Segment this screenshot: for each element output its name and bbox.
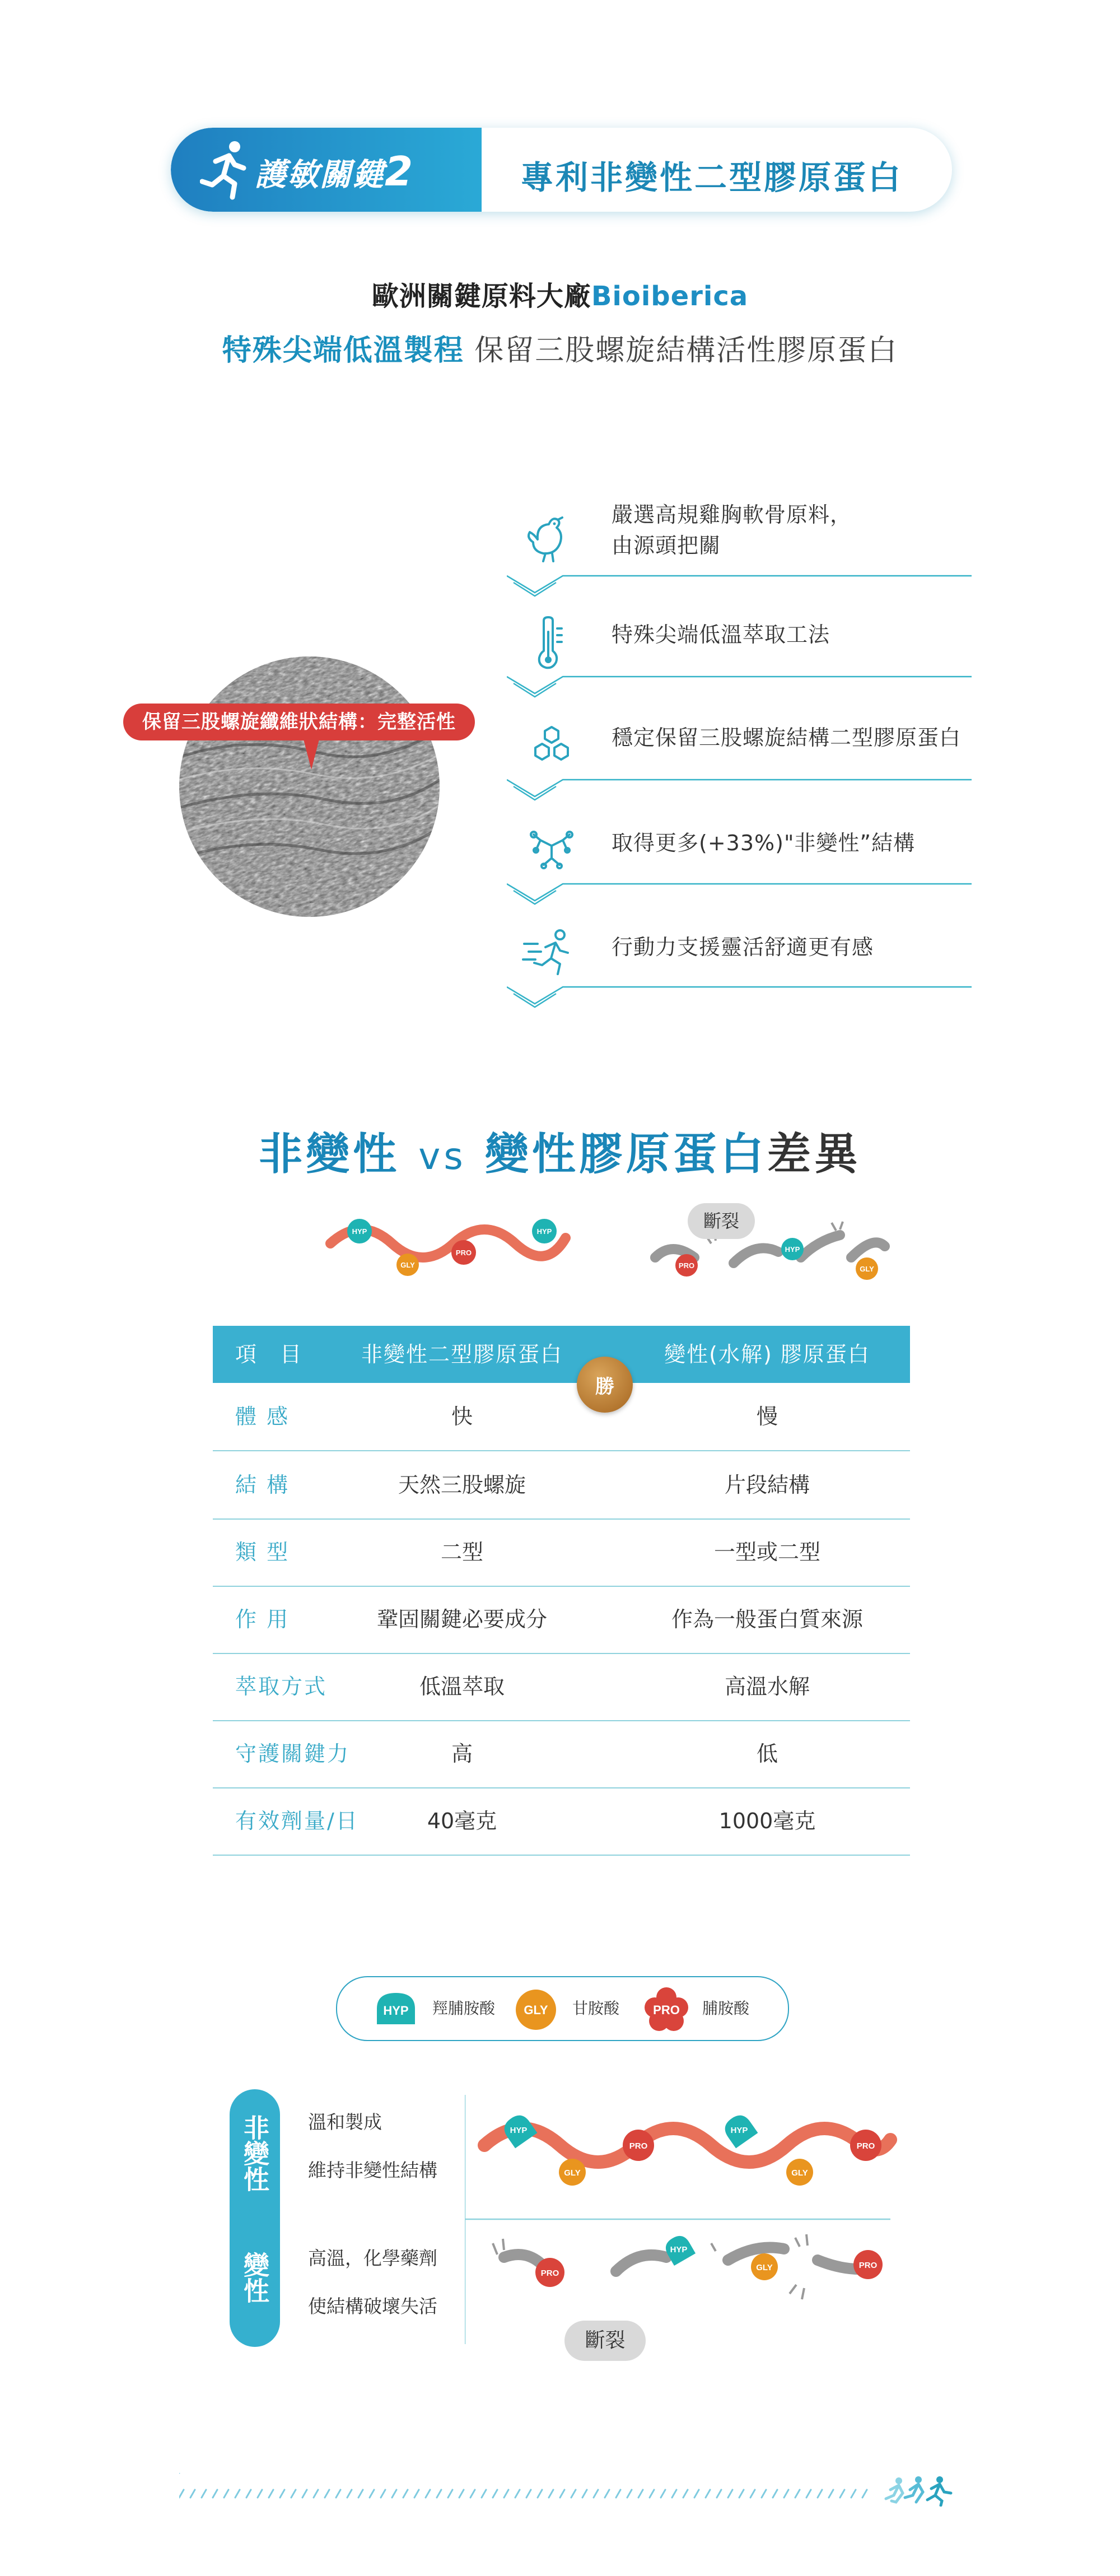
row-undenatured: 高 — [451, 1741, 473, 1766]
step-1-line2: 由源頭把關 — [612, 533, 721, 558]
broken-bubble-bottom: 斷裂 — [564, 2321, 646, 2361]
step-5-text: 行動力支援靈活舒適更有感 — [612, 935, 874, 959]
table-row — [213, 1451, 910, 1520]
svg-text:HYP: HYP — [352, 1227, 367, 1236]
svg-text:HYP: HYP — [730, 2126, 748, 2135]
row-undenatured: 鞏固關鍵必要成分 — [376, 1607, 547, 1632]
collagen-fiber-micrograph — [179, 656, 440, 917]
denatured-label-text: 變性 — [240, 2252, 270, 2303]
row-undenatured: 快 — [451, 1404, 473, 1429]
pro-marker — [853, 2250, 883, 2279]
svg-text:GLY: GLY — [860, 1265, 874, 1273]
title-vs: vs — [418, 1135, 466, 1178]
row-denatured: 1000毫克 — [718, 1809, 816, 1833]
gly-marker — [751, 2253, 778, 2280]
step-4-text: 取得更多(+33%)"非變性”結構 — [612, 831, 916, 855]
hyp-legend-icon — [374, 1990, 418, 2028]
header-item: 項 目 — [235, 1342, 303, 1367]
svg-text:GLY: GLY — [564, 2168, 581, 2178]
table-header — [213, 1326, 910, 1383]
denatured-fragments-diagram — [482, 2226, 896, 2311]
table-row — [213, 1720, 910, 1788]
process-line — [0, 327, 1120, 369]
svg-text:PRO: PRO — [629, 2141, 648, 2151]
svg-text:PRO: PRO — [653, 2003, 680, 2017]
badge-left-text: 護敏關鍵 — [255, 157, 385, 193]
badge-left-label — [255, 148, 414, 195]
svg-text:HYP: HYP — [383, 2004, 409, 2018]
row-label: 萃取方式 — [235, 1674, 328, 1699]
denatured-desc-line2: 使結構破壞失活 — [308, 2295, 437, 2317]
process-rest: 保留三股螺旋結構活性膠原蛋白 — [474, 334, 898, 367]
svg-text:PRO: PRO — [455, 1249, 472, 1257]
supplier-brand: Bioiberica — [591, 281, 749, 312]
row-label: 類 型 — [235, 1540, 290, 1564]
micrograph-tag: 保留三股螺旋纖維狀結構：完整活性 — [123, 704, 475, 740]
broken-bubble: 斷裂 — [688, 1203, 755, 1239]
row-denatured: 一型或二型 — [713, 1540, 820, 1564]
row-denatured: 低 — [756, 1741, 778, 1766]
gly-marker — [786, 2159, 813, 2186]
hyp-marker — [500, 2111, 538, 2149]
row-label: 體 感 — [235, 1404, 290, 1429]
gly-marker — [856, 1257, 878, 1280]
hyp-marker — [781, 1238, 804, 1260]
hyp-marker — [721, 2111, 758, 2149]
pro-marker — [623, 2130, 654, 2161]
row-denatured: 作為一般蛋白質來源 — [671, 1607, 863, 1632]
hyp-marker — [532, 1219, 557, 1243]
svg-text:HYP: HYP — [785, 1245, 800, 1254]
badge-right-label: 專利非變性二型膠原蛋白 — [521, 159, 903, 197]
supplier-prefix: 歐洲關鍵原料大廠 — [371, 281, 591, 312]
category-pill — [230, 2089, 280, 2347]
process-highlight: 特殊尖端低溫製程 — [222, 334, 464, 367]
step-1-text — [612, 500, 852, 561]
svg-text:PRO: PRO — [678, 1261, 695, 1270]
svg-text:HYP: HYP — [536, 1227, 552, 1236]
table-row — [213, 1653, 910, 1721]
header-denatured: 變性(水解) 膠原蛋白 — [664, 1342, 870, 1367]
step-2-text: 特殊尖端低溫萃取工法 — [612, 622, 830, 647]
pro-marker — [451, 1240, 476, 1265]
denatured-fragments-illustration — [650, 1196, 896, 1291]
svg-text:GLY: GLY — [400, 1261, 415, 1269]
pro-marker — [535, 2258, 564, 2287]
runners-icon — [886, 2476, 951, 2505]
comparison-title — [0, 1119, 1120, 1182]
denatured-label — [230, 2252, 280, 2309]
undenatured-desc — [308, 2109, 437, 2184]
row-label: 結 構 — [235, 1473, 290, 1497]
winner-badge: 勝 — [577, 1357, 633, 1413]
svg-text:PRO: PRO — [540, 2268, 559, 2278]
pro-marker — [675, 1254, 698, 1277]
title-denatured: 變性膠原蛋白 — [484, 1129, 767, 1180]
row-denatured: 慢 — [756, 1404, 778, 1429]
table-row — [213, 1586, 910, 1654]
table-row — [213, 1787, 910, 1856]
denatured-desc — [308, 2245, 437, 2320]
undenatured-label-text: 非變性 — [240, 2114, 270, 2192]
row-label: 有效劑量/日 — [235, 1809, 359, 1833]
svg-text:HYP: HYP — [670, 2245, 688, 2254]
svg-text:HYP: HYP — [510, 2126, 528, 2135]
supplier-line — [0, 274, 1120, 313]
pro-legend-icon — [642, 1986, 690, 2033]
pro-marker — [850, 2130, 881, 2161]
runner-icon — [200, 139, 250, 201]
row-denatured: 片段結構 — [724, 1473, 810, 1497]
row-undenatured: 低溫萃取 — [419, 1674, 505, 1699]
row-undenatured: 天然三股螺旋 — [398, 1473, 526, 1497]
chicken-icon — [521, 509, 577, 565]
row-undenatured: 40毫克 — [427, 1809, 497, 1833]
svg-text:GLY: GLY — [756, 2263, 773, 2272]
step-3-text: 穩定保留三股螺旋結構二型膠原蛋白 — [612, 725, 962, 750]
gly-legend-label: 甘胺酸 — [572, 1999, 620, 2018]
step-dividers — [507, 566, 972, 1014]
badge-left-panel — [171, 128, 482, 212]
undenatured-helix-illustration — [325, 1204, 571, 1283]
table-row — [213, 1383, 910, 1451]
undenatured-helix-diagram — [476, 2100, 902, 2201]
svg-text:GLY: GLY — [524, 2003, 548, 2017]
table-row — [213, 1518, 910, 1587]
title-undenatured: 非變性 — [259, 1129, 400, 1180]
footer-divider — [179, 2473, 958, 2507]
hyp-legend-label: 羥脯胺酸 — [432, 1999, 496, 2018]
row-label: 作 用 — [235, 1607, 290, 1632]
gly-marker — [559, 2159, 586, 2186]
row-undenatured: 二型 — [440, 1540, 483, 1564]
denatured-desc-line1: 高溫，化學藥劑 — [308, 2247, 437, 2269]
pro-legend-label: 脯胺酸 — [702, 1999, 750, 2018]
step-1-line1: 嚴選高規雞胸軟骨原料， — [612, 502, 852, 527]
title-difference: 差異 — [767, 1129, 861, 1180]
undenatured-label — [230, 2114, 280, 2197]
svg-text:PRO: PRO — [856, 2141, 875, 2151]
amino-acid-legend — [336, 1976, 789, 2041]
row-denatured: 高溫水解 — [724, 1674, 810, 1699]
svg-text:GLY: GLY — [791, 2168, 808, 2178]
tag-pointer — [301, 739, 321, 771]
hyp-marker — [347, 1219, 372, 1243]
undenatured-desc-line2: 維持非變性結構 — [308, 2159, 437, 2181]
feature-badge — [171, 128, 952, 212]
gly-legend-icon — [514, 1987, 558, 2032]
badge-number: 2 — [385, 148, 414, 195]
undenatured-desc-line1: 溫和製成 — [308, 2111, 382, 2133]
header-undenatured: 非變性二型膠原蛋白 — [361, 1342, 563, 1367]
gly-marker — [396, 1254, 419, 1276]
row-label: 守護關鍵力 — [235, 1741, 351, 1766]
svg-text:PRO: PRO — [858, 2261, 878, 2270]
